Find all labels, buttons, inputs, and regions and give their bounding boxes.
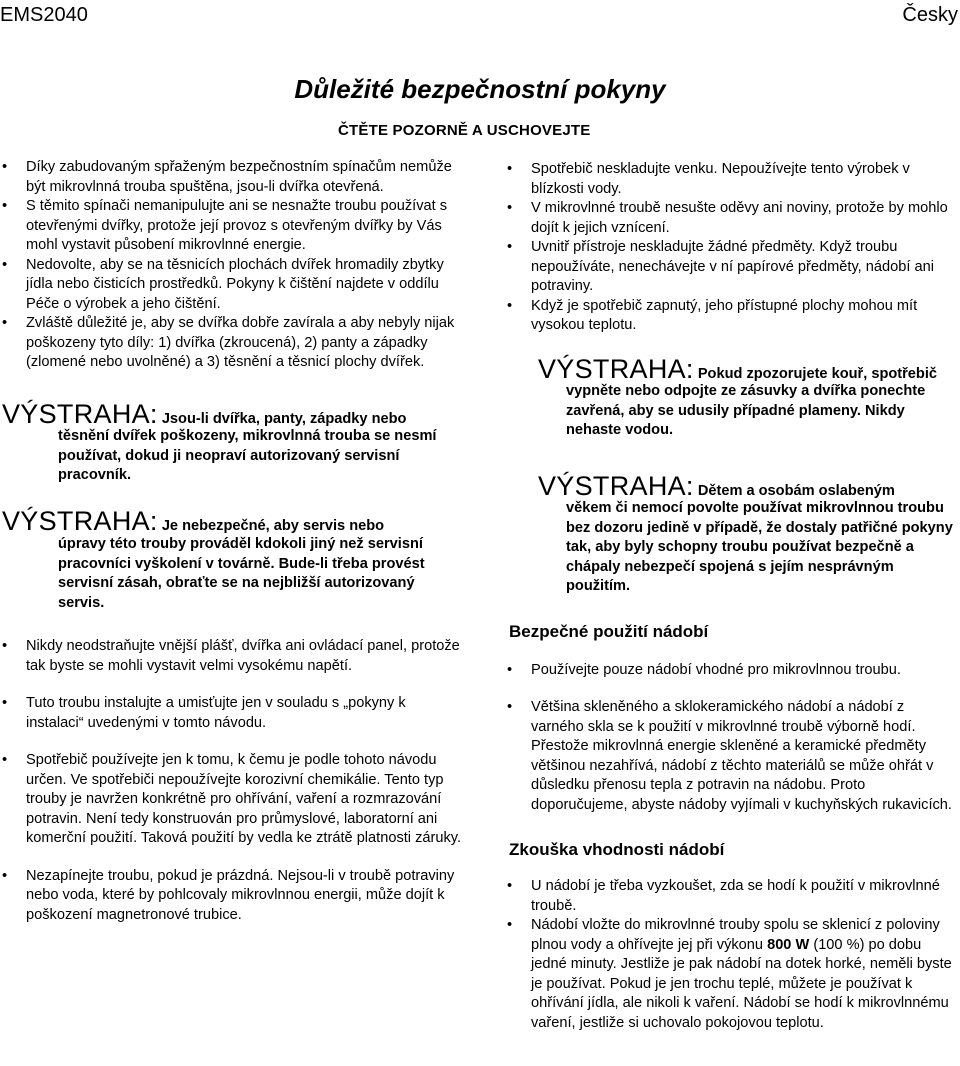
list-item: • V mikrovlnné troubě nesušte oděvy ani noviny, protože by mohlo dojít k jejich vznícení. — [505, 199, 960, 238]
section-heading-safe-cookware: Bezpečné použití nádobí — [509, 621, 709, 641]
warning-text: úpravy této trouby prováděl kdokoli jiný než servisní pracovníci vyškolení v továrně. Bude-li třeba provést servisní zásah, obraťte se na nejbližší autorizovaný servis. — [58, 536, 425, 611]
list-item: • Zvláště důležité je, aby se dvířka dobře zavírala a aby nebyly nijak poškozeny tyto díly: 1) dvířka (zkroucená), 2) panty a západky (zlomené nebo uvolněné) a 3) těsnění a těsnicí plochy dvířek. — [0, 314, 462, 373]
power-value: 800 W — [767, 936, 810, 953]
left-bullets-bottom — [0, 637, 462, 925]
warning-label: VÝSTRAHA: — [2, 398, 158, 429]
list-item: • Díky zabudovaným spřaženým bezpečnostním spínačům nemůže být mikrovlnná trouba spuštěna, jsou-li dvířka otevřená. — [0, 158, 462, 197]
page-subtitle: ČTĚTE POZORNĚ A USCHOVEJTE — [338, 122, 591, 139]
list-item: • Nikdy neodstraňujte vnější plášť, dvířka ani ovládací panel, protože tak byste se mohli vystavit velmi vysokému napětí. — [0, 637, 462, 676]
warning-text: věkem či nemocí povolte používat mikrovlnnou troubu bez dozoru jedině v případě, že dostaly patřičné pokyny tak, aby byly schopny troubu používat bezpečně a chápaly nebezpečí spojená s jejím nesprávným použitím. — [566, 500, 953, 594]
warning-text: těsnění dvířek poškozeny, mikrovlnná trouba se nesmí používat, dokud ji neopraví autorizovaný servisní pracovník. — [58, 428, 437, 483]
list-item: • Spotřebič neskladujte venku. Nepoužívejte tento výrobek v blízkosti vody. — [505, 160, 960, 199]
safe-cookware-bullets — [505, 661, 960, 816]
left-bullets-top — [0, 158, 462, 373]
list-item: • S těmito spínači nemanipulujte ani se nesnažte troubu používat s otevřenými dvířky, protože její provoz s otevřeným dvířky by Vás mohl vystavit působení mikrovlnné energie. — [0, 197, 462, 256]
warning-text: vypněte nebo odpojte ze zásuvky a dvířka ponechte zavřená, aby se udusily případné plameny. Nikdy nehaste vodou. — [566, 383, 926, 438]
model-number: EMS2040 — [0, 4, 88, 26]
right-column — [505, 160, 960, 1033]
warning-smoke — [538, 354, 960, 441]
list-item: • Nezapínejte troubu, pokud je prázdná. Nejsou-li v troubě potraviny nebo voda, které by pohlcovaly mikrovlnnou energii, může dojít k poškození magnetronové trubice. — [0, 867, 462, 926]
list-item: • U nádobí je třeba vyzkoušet, zda se hodí k použití v mikrovlnné troubě. — [505, 877, 960, 916]
list-item: • Používejte pouze nádobí vhodné pro mikrovlnnou troubu. — [505, 661, 960, 681]
cookware-test-bullets — [505, 877, 960, 1033]
language-label: Česky — [902, 4, 958, 26]
list-item-text: Nádobí vložte do mikrovlnné trouby spolu se sklenicí z poloviny plnou vody a ohřívejte jej při výkonu — [531, 917, 940, 953]
list-item: • Tuto troubu instalujte a umisťujte jen v souladu s „pokyny k instalaci“ uvedenými v tomto návodu. — [0, 694, 462, 733]
warning-children — [538, 471, 960, 597]
warning-first-line: Jsou-li dvířka, panty, západky nebo — [161, 410, 407, 427]
page-title-text: Důležité bezpečnostní pokyny — [294, 74, 666, 104]
right-bullets-top — [505, 160, 960, 336]
list-item: • Když je spotřebič zapnutý, jeho přístupné plochy mohou mít vysokou teplotu. — [505, 297, 960, 336]
warning-first-line: Pokud zpozorujete kouř, spotřebič — [697, 365, 938, 382]
list-item: • Spotřebič používejte jen k tomu, k čemu je podle tohoto návodu určen. Ve spotřebiči nepoužívejte korozivní chemikálie. Tento typ trouby je navržen konkrétně pro ohřívání, vaření a rozmrazování potravin. Není tedy konstruován pro průmyslové, laboratorní ani komerční použití. Taková použití by vedla ke ztrátě platnosti záruky. — [0, 751, 462, 849]
warning-first-line: Dětem a osobám oslabeným — [697, 482, 895, 499]
warning-service — [2, 506, 462, 614]
list-item-text: (100 %) po dobu jedné minuty. Jestliže je pak nádobí na dotek horké, neměli byste je používat. Pokud je jen trochu teplé, můžete je používat k ohřívání jídla, ale nikoli k vaření. Nádobí se hodí k mikrovlnnému vaření, jestliže si uchovalo pokojovou teplotu. — [531, 936, 952, 1031]
warning-label: VÝSTRAHA: — [2, 505, 158, 536]
warning-label: VÝSTRAHA: — [538, 470, 694, 501]
page-title — [0, 74, 960, 105]
warning-label: VÝSTRAHA: — [538, 353, 694, 384]
left-column — [0, 158, 462, 925]
list-item: • Uvnitř přístroje neskladujte žádné předměty. Když troubu nepoužíváte, nenechávejte v ní papírové předměty, nádobí ani potraviny. — [505, 238, 960, 297]
warning-first-line: Je nebezpečné, aby servis nebo — [161, 517, 385, 534]
section-heading-cookware-test: Zkouška vhodnosti nádobí — [509, 840, 725, 859]
list-item: • Nedovolte, aby se na těsnicích plochách dvířek hromadily zbytky jídla nebo čisticích prostředků. Pokyny k čištění najdete v oddílu Péče o výrobek a jeho čištění. — [0, 256, 462, 315]
warning-door-damage — [2, 399, 462, 486]
list-item: • Většina skleněného a sklokeramického nádobí a nádobí z varného skla se k použití v mikrovlnné troubě výborně hodí. Přestože mikrovlnná energie skleněné a keramické předměty většinou nezahřívá, nádobí z těchto materiálů se může ohřát v důsledku přenosu tepla z potravin na nádobu. Proto doporučujeme, abyste nádoby vyjímali v kuchyňských rukavicích. — [505, 698, 960, 815]
list-item — [505, 916, 960, 1033]
